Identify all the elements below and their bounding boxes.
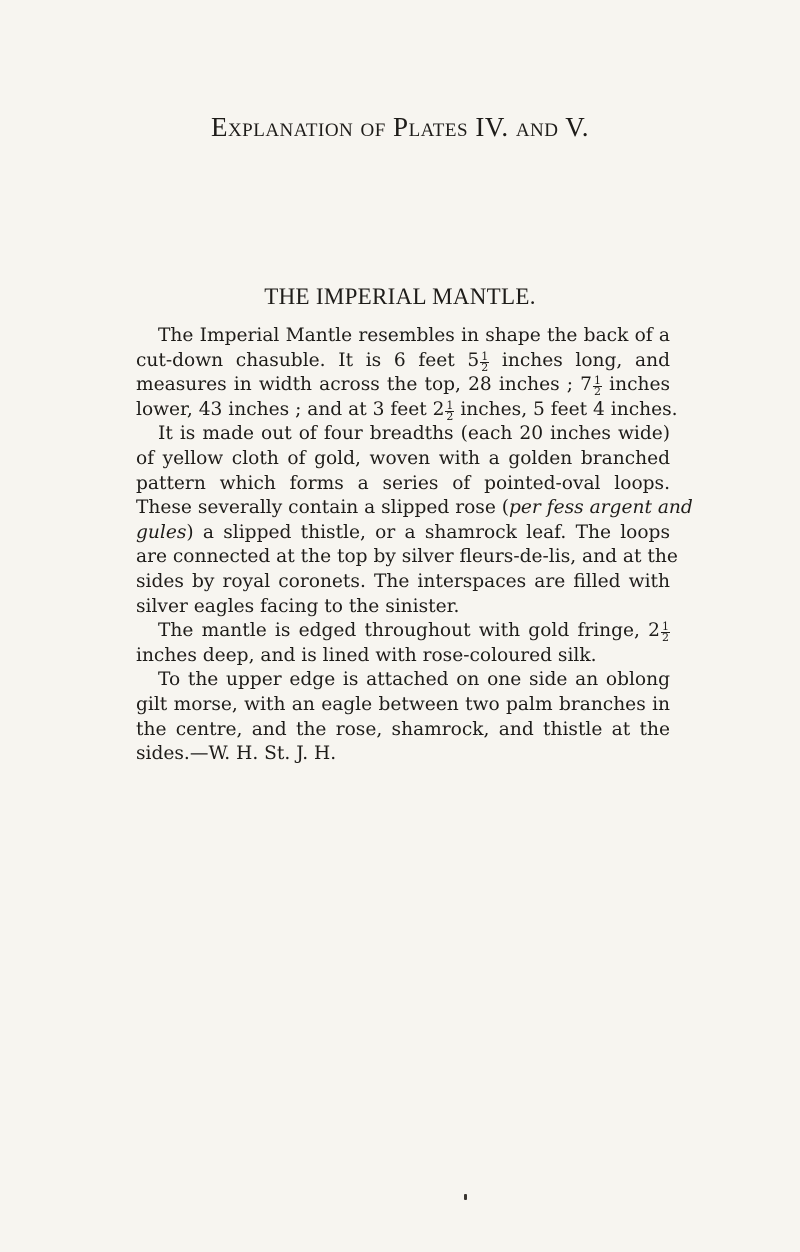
text-line: inches deep, and is lined with rose-coloured silk. bbox=[136, 644, 597, 666]
text-line: the centre, and the rose, shamrock, and thistle at the bbox=[136, 718, 670, 740]
running-head: Explanation of Plates IV. and V. bbox=[210, 112, 590, 142]
fraction-half: $\frac{1}{2}$ bbox=[594, 374, 602, 399]
text-line: To the upper edge is attached on one side an oblong bbox=[158, 669, 670, 691]
section-title: THE IMPERIAL MANTLE. bbox=[264, 284, 536, 309]
body-text bbox=[136, 324, 693, 767]
text-line: gules) a slipped thistle, or a shamrock leaf. The loops bbox=[136, 521, 670, 543]
fraction-half: $\frac{1}{2}$ bbox=[446, 398, 454, 423]
text-line: of yellow cloth of gold, woven with a golden branched bbox=[136, 447, 670, 469]
text-line: sides.—W. H. St. J. H. bbox=[136, 743, 337, 765]
text-line: silver eagles facing to the sinister. bbox=[136, 595, 460, 617]
text-line: are connected at the top by silver fleurs-de-lis, and at the bbox=[136, 546, 678, 568]
text-line: The Imperial Mantle resembles in shape the back of a bbox=[158, 325, 670, 346]
fraction-half: $\frac{1}{2}$ bbox=[662, 620, 669, 645]
text-line: measures in width across the top, 28 inches ; 7 $\frac{1}{2}$ inches bbox=[136, 374, 670, 399]
text-line: These severally contain a slipped rose (per fess argent and bbox=[136, 497, 693, 519]
text-line: The mantle is edged throughout with gold fringe, 2 $\frac{1}{2}$ bbox=[158, 620, 669, 645]
text-line: gilt morse, with an eagle between two palm branches in bbox=[136, 693, 670, 715]
text-line: sides by royal coronets. The interspaces are filled with bbox=[136, 570, 670, 592]
text-line: lower, 43 inches ; and at 3 feet 2 $\frac{1}{2}$ inches, 5 feet 4 inches. bbox=[136, 398, 678, 423]
text-line: pattern which forms a series of pointed-oval loops. bbox=[136, 472, 670, 494]
text-line: cut-down chasuble. It is 6 feet 5 $\frac{1}{2}$ inches long, and bbox=[136, 349, 670, 374]
page-speck bbox=[464, 1194, 467, 1200]
fraction-half: $\frac{1}{2}$ bbox=[481, 349, 489, 374]
text-line: It is made out of four breadths (each 20 inches wide) bbox=[158, 423, 670, 445]
